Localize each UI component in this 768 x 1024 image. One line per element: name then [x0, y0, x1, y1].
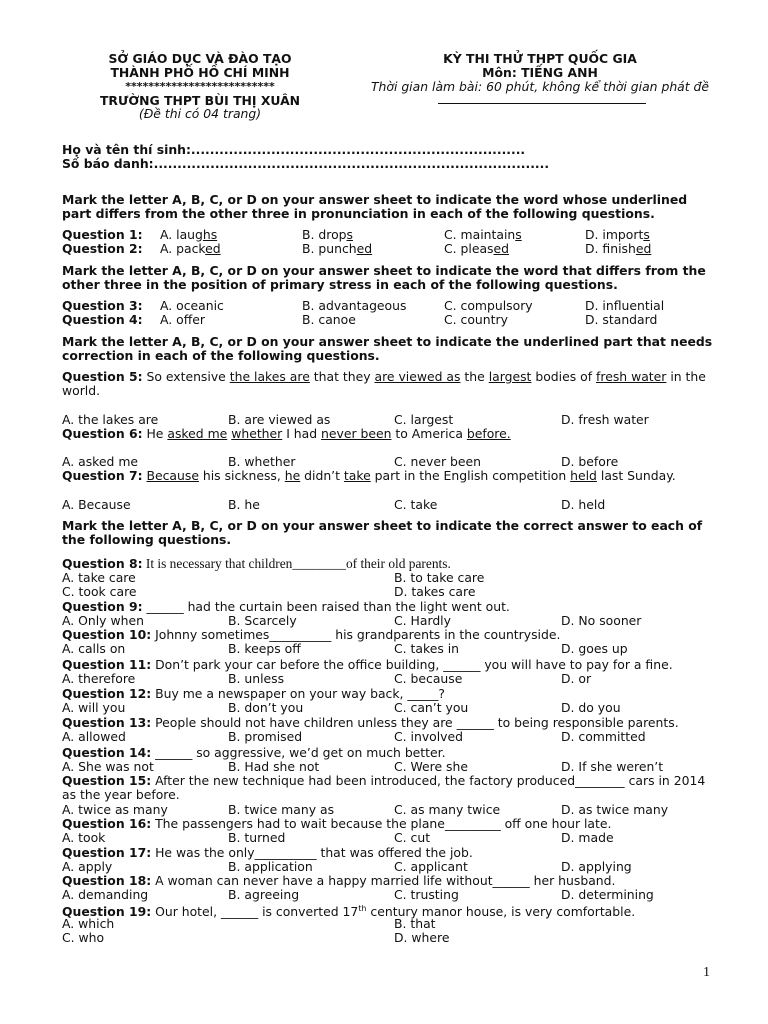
option-d[interactable]: D. determining	[561, 887, 654, 902]
option-d[interactable]: D. made	[561, 830, 614, 845]
option-a[interactable]: A. calls on	[62, 641, 126, 656]
question-label: Question 1:	[62, 227, 143, 242]
option-c[interactable]: C. applicant	[394, 859, 468, 874]
header-subject: Môn: TIẾNG ANH	[482, 65, 598, 80]
option-a[interactable]: A. therefore	[62, 671, 136, 686]
option-a[interactable]: A. Because	[62, 497, 131, 512]
header-city: THÀNH PHỐ HỒ CHÍ MINH	[110, 65, 290, 80]
option-c[interactable]: C. compulsory	[444, 298, 533, 313]
option-b[interactable]: B. turned	[228, 830, 286, 845]
header-stars: **************************	[125, 80, 275, 93]
option-d[interactable]: D. do you	[561, 700, 621, 715]
question-label: Question 4:	[62, 312, 143, 327]
option-d[interactable]: D. takes care	[394, 584, 476, 599]
option-c[interactable]: C. pleased	[444, 241, 510, 256]
option-d[interactable]: D. imports	[585, 227, 650, 242]
option-d[interactable]: D. goes up	[561, 641, 628, 656]
question-stem: Question 15: After the new technique had been introduced, the factory produced________ cars in 2014 as the year before.	[62, 773, 706, 802]
option-a[interactable]: A. will you	[62, 700, 126, 715]
option-a[interactable]: A. take care	[62, 570, 136, 585]
option-a[interactable]: A. allowed	[62, 729, 126, 744]
option-b[interactable]: B. Scarcely	[228, 613, 297, 628]
option-a[interactable]: A. took	[62, 830, 106, 845]
option-d[interactable]: D. or	[561, 671, 592, 686]
question-stem: Question 7: Because his sickness, he didn’t take part in the English competition held last Sunday.	[62, 468, 676, 483]
option-c[interactable]: C. largest	[394, 412, 454, 427]
option-b[interactable]: B. unless	[228, 671, 285, 686]
section-instruction-correct-answer: Mark the letter A, B, C, or D on your answer sheet to indicate the correct answer to each of the following questions.	[62, 518, 703, 547]
option-a[interactable]: A. the lakes are	[62, 412, 159, 427]
option-c[interactable]: C. Were she	[394, 759, 468, 774]
option-a[interactable]: A. oceanic	[160, 298, 224, 313]
question-stem: Question 13: People should not have children unless they are ______ to being responsible parents.	[62, 715, 679, 730]
candidate-name-field: Họ và tên thí sinh:.......................................................................	[62, 142, 526, 157]
option-c[interactable]: C. can’t you	[394, 700, 469, 715]
option-a[interactable]: A. which	[62, 916, 115, 931]
option-c[interactable]: C. country	[444, 312, 508, 327]
option-b[interactable]: B. agreeing	[228, 887, 300, 902]
option-c[interactable]: C. involved	[394, 729, 464, 744]
option-b[interactable]: B. advantageous	[302, 298, 407, 313]
header-time: Thời gian làm bài: 60 phút, không kể thời gian phát đề	[370, 79, 710, 94]
option-a[interactable]: A. She was not	[62, 759, 154, 774]
option-d[interactable]: D. influential	[585, 298, 665, 313]
question-stem: Question 18: A woman can never have a happy married life without______ her husband.	[62, 873, 616, 888]
question-stem: Question 14: ______ so aggressive, we’d get on much better.	[62, 745, 446, 760]
option-a[interactable]: A. apply	[62, 859, 113, 874]
header-department: SỞ GIÁO DỤC VÀ ĐÀO TẠO	[108, 51, 292, 66]
option-b[interactable]: B. punched	[302, 241, 373, 256]
option-b[interactable]: B. drops	[302, 227, 353, 242]
header-rule	[438, 103, 646, 104]
option-c[interactable]: C. took care	[62, 584, 137, 599]
question-stem: Question 8: It is necessary that children________of their old parents.	[62, 556, 451, 571]
question-stem: Question 5: So extensive the lakes are that they are viewed as the largest bodies of fresh water in the world.	[62, 369, 706, 398]
header-exam-title: KỲ THI THỬ THPT QUỐC GIA	[443, 51, 637, 66]
candidate-id-field: Số báo danh:....................................................................................	[62, 156, 550, 171]
option-c[interactable]: C. Hardly	[394, 613, 451, 628]
option-c[interactable]: C. take	[394, 497, 438, 512]
page-number: 1	[703, 965, 710, 980]
section-instruction-error: Mark the letter A, B, C, or D on your answer sheet to indicate the underlined part that needs correction in each of the following questions.	[62, 334, 713, 363]
option-b[interactable]: B. promised	[228, 729, 303, 744]
option-b[interactable]: B. don’t you	[228, 700, 304, 715]
question-stem: Question 6: He asked me whether I had never been to America before.	[62, 426, 511, 441]
option-d[interactable]: D. standard	[585, 312, 658, 327]
option-d[interactable]: D. committed	[561, 729, 646, 744]
section-instruction-pronunciation: Mark the letter A, B, C, or D on your answer sheet to indicate the word whose underlined part differs from the other three in pronunciation in each of the following questions.	[62, 192, 688, 221]
option-c[interactable]: C. trusting	[394, 887, 459, 902]
option-b[interactable]: B. application	[228, 859, 313, 874]
option-b[interactable]: B. to take care	[394, 570, 485, 585]
question-stem: Question 9: ______ had the curtain been raised than the light went out.	[62, 599, 510, 614]
question-stem: Question 17: He was the only__________ that was offered the job.	[62, 845, 473, 860]
option-c[interactable]: C. who	[62, 930, 105, 945]
option-d[interactable]: D. as twice many	[561, 802, 669, 817]
option-c[interactable]: C. cut	[394, 830, 431, 845]
option-b[interactable]: B. that	[394, 916, 436, 931]
option-c[interactable]: C. as many twice	[394, 802, 501, 817]
question-label: Question 2:	[62, 241, 143, 256]
option-c[interactable]: C. maintains	[444, 227, 522, 242]
option-d[interactable]: D. applying	[561, 859, 632, 874]
option-d[interactable]: D. where	[394, 930, 450, 945]
option-b[interactable]: B. whether	[228, 454, 296, 469]
option-a[interactable]: A. twice as many	[62, 802, 168, 817]
option-a[interactable]: A. asked me	[62, 454, 139, 469]
option-b[interactable]: B. are viewed as	[228, 412, 331, 427]
question-label: Question 3:	[62, 298, 143, 313]
option-b[interactable]: B. canoe	[302, 312, 356, 327]
option-c[interactable]: C. never been	[394, 454, 481, 469]
option-a[interactable]: A. laughs	[160, 227, 218, 242]
header-page-count: (Đề thi có 04 trang)	[138, 106, 262, 121]
option-d[interactable]: D. held	[561, 497, 606, 512]
question-stem: Question 11: Don’t park your car before the office building, ______ you will have to pay for a fine.	[62, 657, 673, 672]
question-stem: Question 10: Johnny sometimes__________ his grandparents in the countryside.	[62, 627, 561, 642]
option-d[interactable]: D. fresh water	[561, 412, 649, 427]
option-a[interactable]: A. demanding	[62, 887, 149, 902]
option-c[interactable]: C. takes in	[394, 641, 460, 656]
option-b[interactable]: B. twice many as	[228, 802, 335, 817]
header-school: TRƯỜNG THPT BÙI THỊ XUÂN	[99, 93, 301, 108]
option-c[interactable]: C. because	[394, 671, 463, 686]
section-instruction-stress: Mark the letter A, B, C, or D on your answer sheet to indicate the word that differs from the other three in the position of primary stress in each of the following questions.	[62, 263, 706, 292]
question-stem: Question 16: The passengers had to wait because the plane_________ off one hour late.	[62, 816, 612, 831]
option-a[interactable]: A. Only when	[62, 613, 144, 628]
question-stem: Question 19: Our hotel, ______ is converted 17th century manor house, is very comfortable.	[62, 904, 636, 920]
option-d[interactable]: D. No sooner	[561, 613, 642, 628]
option-d[interactable]: D. before	[561, 454, 619, 469]
option-d[interactable]: D. finished	[585, 241, 652, 256]
option-b[interactable]: B. keeps off	[228, 641, 301, 656]
option-d[interactable]: D. If she weren’t	[561, 759, 664, 774]
option-a[interactable]: A. offer	[160, 312, 205, 327]
option-b[interactable]: B. Had she not	[228, 759, 320, 774]
option-b[interactable]: B. he	[228, 497, 260, 512]
option-a[interactable]: A. packed	[160, 241, 221, 256]
question-stem: Question 12: Buy me a newspaper on your way back, _____?	[62, 686, 445, 701]
